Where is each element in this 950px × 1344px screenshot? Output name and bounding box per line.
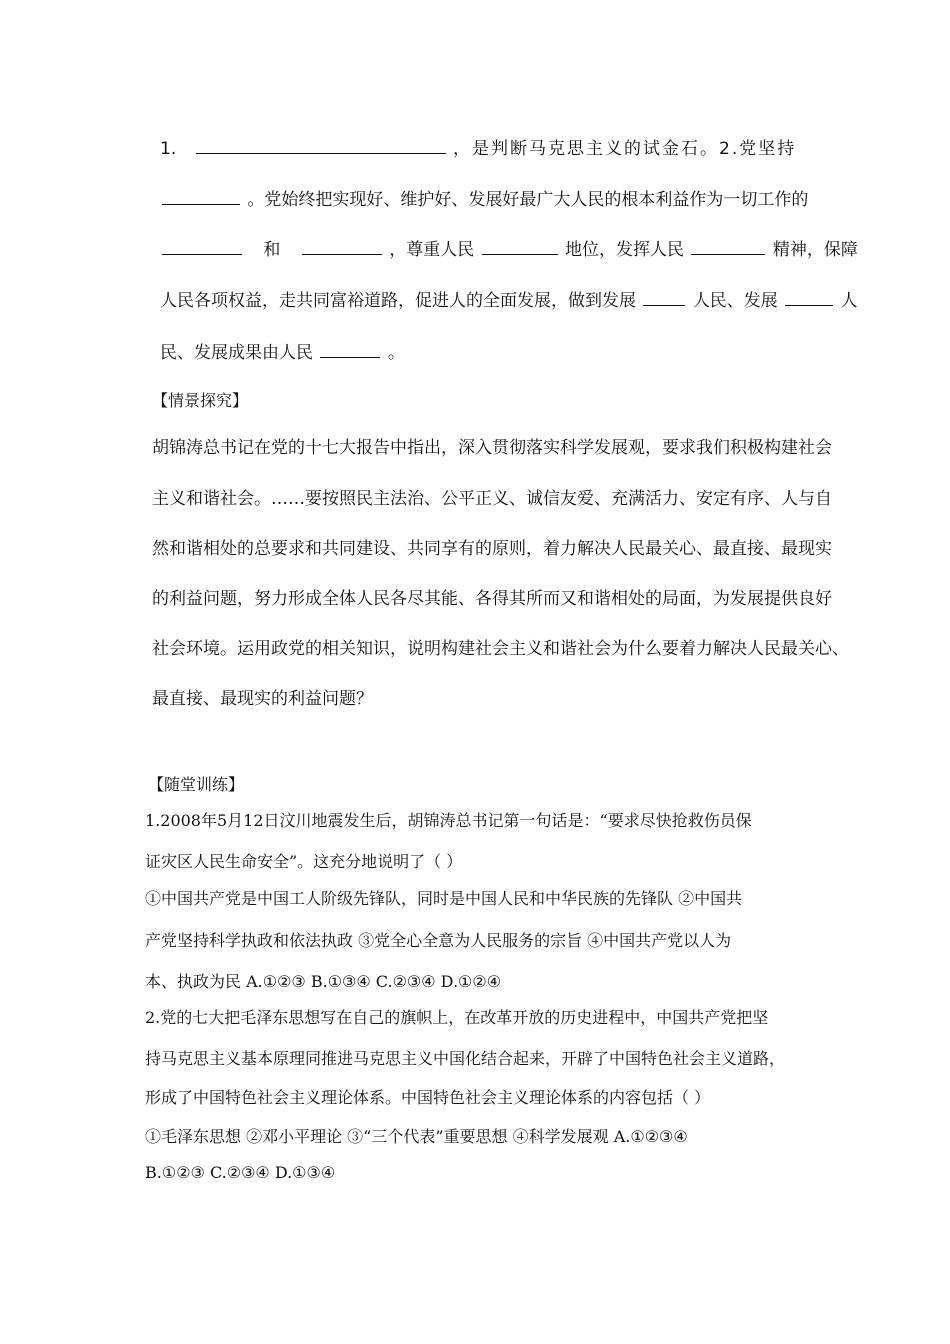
fill-text: 人民、发展 [692,291,778,311]
answer-blank[interactable] [162,188,240,205]
practice-line: 证灾区人民生命安全”。这充分地说明了（ ） [145,852,463,871]
practice-line: 持马克思主义基本原理同推进马克思主义中国化结合起来，开辟了中国特色社会主义道路， [145,1049,786,1068]
fill-line-3 [160,235,858,260]
practice-line: 1.2008年5月12日汶川地震发生后，胡锦涛总书记第一句话是：“要求尽快抢救伤员保 [145,811,752,830]
scenario-line: 社会环境。运用政党的相关知识，说明构建社会主义和谐社会为什么要着力解决人民最关心、 [152,639,849,659]
answer-blank[interactable] [302,238,382,255]
practice-line: 形成了中国特色社会主义理论体系。中国特色社会主义理论体系的内容包括（ ） [145,1088,711,1107]
practice-line: ①毛泽东思想 ②邓小平理论 ③“三个代表”重要思想 ④科学发展观 A.①②③④ [145,1127,688,1146]
practice-line: ①中国共产党是中国工人阶级先锋队，同时是中国人民和中华民族的先锋队 ②中国共 [145,889,743,908]
scenario-line: 最直接、最现实的利益问题？ [152,689,373,709]
fill-text: 和 [263,240,281,260]
fill-text: ，尊重人民 [389,240,475,260]
scenario-line: 主义和谐社会。……要按照民主法治、公平正义、诚信友爱、充满活力、安定有序、人与自 [152,489,832,509]
fill-text: 精神，保障 [772,240,858,260]
fill-line-2 [160,185,808,210]
scenario-line: 胡锦涛总书记在党的十七大报告中指出，深入贯彻落实科学发展观，要求我们积极构建社会 [152,438,832,458]
section-heading-practice: 【随堂训练】 [148,775,245,794]
fill-text: ，是判断马克思主义的试金石。2.党坚持 [453,139,797,159]
answer-blank[interactable] [785,289,833,306]
fill-text: 。党始终把实现好、维护好、发展好最广大人民的根本利益作为一切工作的 [247,190,809,210]
answer-blank[interactable] [643,289,685,306]
section-heading-scenario: 【情景探究】 [152,391,249,410]
fill-text: 民、发展成果由人民 [160,343,313,363]
fill-line-1 [160,134,796,159]
practice-line: B.①②③ C.②③④ D.①③④ [145,1163,336,1182]
answer-blank[interactable] [691,238,765,255]
answer-blank[interactable] [320,341,380,358]
question-number: 1. [160,139,177,159]
scenario-line: 然和谐相处的总要求和共同建设、共同享有的原则，着力解决人民最关心、最直接、最现实 [152,539,832,559]
answer-blank[interactable] [162,238,242,255]
practice-line: 2.党的七大把毛泽东思想写在自己的旗帜上，在改革开放的历史进程中，中国共产党把坚 [145,1008,769,1027]
scenario-line: 的利益问题，努力形成全体人民各尽其能、各得其所而又和谐相处的局面，为发展提供良好 [152,589,832,609]
practice-line: 本、执政为民 A.①②③ B.①③④ C.②③④ D.①②④ [145,972,502,991]
fill-text: 人民各项权益，走共同富裕道路，促进人的全面发展，做到发展 [160,291,636,311]
fill-text: 人 [840,291,858,311]
answer-blank[interactable] [482,238,558,255]
practice-line: 产党坚持科学执政和依法执政 ③党全心全意为人民服务的宗旨 ④中国共产党以人为 [145,931,732,950]
fill-line-4 [160,286,858,311]
fill-text: 。 [387,343,405,363]
fill-text: 地位，发挥人民 [565,240,685,260]
answer-blank[interactable] [196,137,446,154]
fill-line-5 [160,338,405,363]
